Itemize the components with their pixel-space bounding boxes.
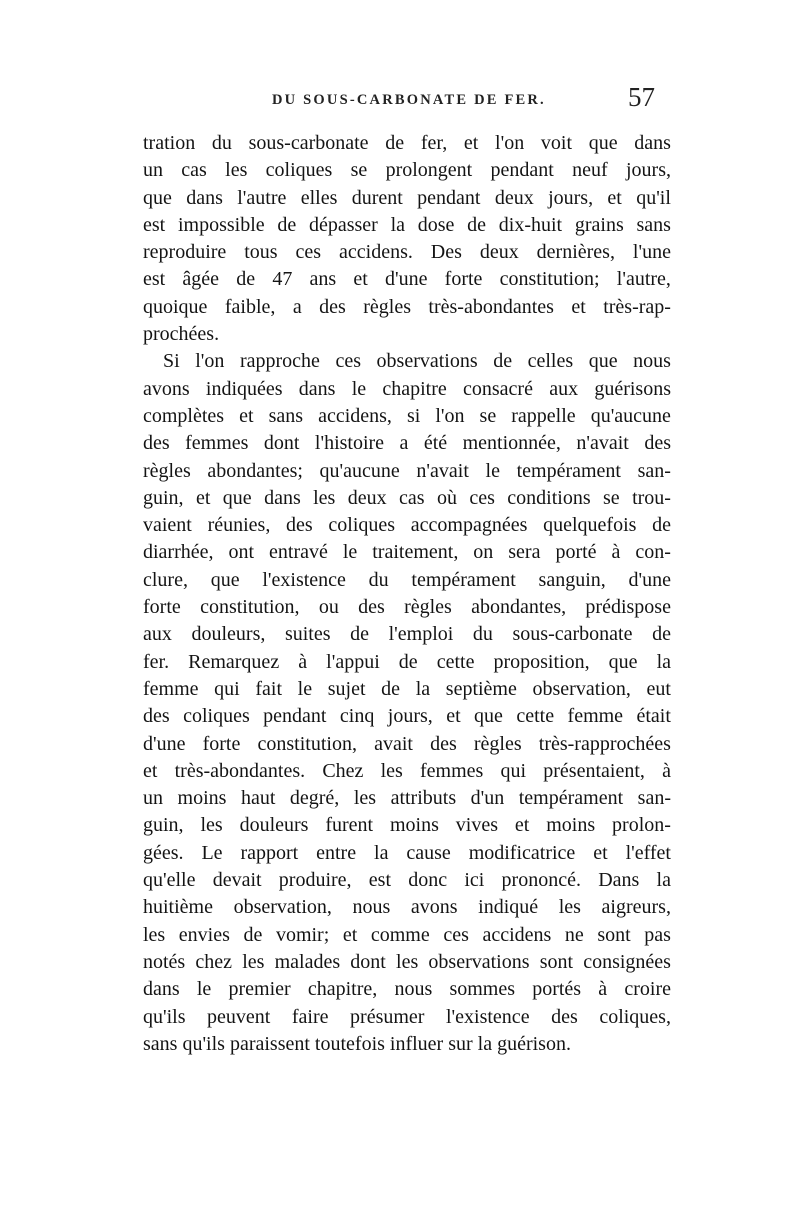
body-text <box>143 130 671 1058</box>
text-line: guin, les douleurs furent moins vives et moins prolon- <box>143 814 671 837</box>
text-line: qu'elle devait produire, est donc ici prononcé. Dans la <box>143 869 671 892</box>
text-line: est âgée de 47 ans et d'une forte constitution; l'autre, <box>143 268 671 291</box>
text-line: femme qui fait le sujet de la septième observation, eut <box>143 677 671 700</box>
text-line: diarrhée, ont entravé le traitement, on sera porté à con- <box>143 541 671 564</box>
text-line: forte constitution, ou des règles abondantes, prédispose <box>143 596 671 619</box>
text-line: gées. Le rapport entre la cause modificatrice et l'effet <box>143 841 671 864</box>
text-line: un cas les coliques se prolongent pendant neuf jours, <box>143 159 671 182</box>
running-head: DU SOUS-CARBONATE DE FER. <box>272 92 546 108</box>
text-line: quoique faible, a des règles très-abondantes et très-rap- <box>143 295 671 318</box>
text-line: règles abondantes; qu'aucune n'avait le tempérament san- <box>143 459 671 482</box>
text-line: reproduire tous ces accidens. Des deux dernières, l'une <box>143 241 671 264</box>
text-line: sans qu'ils paraissent toutefois influer sur la guérison. <box>143 1032 571 1055</box>
text-line: complètes et sans accidens, si l'on se rappelle qu'aucune <box>143 404 671 427</box>
text-line: fer. Remarquez à l'appui de cette proposition, que la <box>143 650 671 673</box>
text-line: guin, et que dans les deux cas où ces conditions se trou- <box>143 486 671 509</box>
text-line: avons indiquées dans le chapitre consacré aux guérisons <box>143 377 671 400</box>
text-line: que dans l'autre elles durent pendant deux jours, et qu'il <box>143 186 671 209</box>
text-line: tration du sous-carbonate de fer, et l'on voit que dans <box>143 132 671 154</box>
text-line: des coliques pendant cinq jours, et que cette femme était <box>143 705 671 728</box>
text-line: notés chez les malades dont les observations sont consignées <box>143 950 671 973</box>
text-line: vaient réunies, des coliques accompagnées quelquefois de <box>143 514 671 537</box>
text-line: qu'ils peuvent faire présumer l'existence des coliques, <box>143 1005 671 1028</box>
text-line: et très-abondantes. Chez les femmes qui présentaient, à <box>143 759 671 782</box>
text-line: est impossible de dépasser la dose de dix-huit grains sans <box>143 213 671 236</box>
text-line: Si l'on rapproche ces observations de celles que nous <box>163 350 671 373</box>
text-line: d'une forte constitution, avait des règles très-rapprochées <box>143 732 671 755</box>
text-line: les envies de vomir; et comme ces accidens ne sont pas <box>143 923 671 946</box>
text-line: un moins haut degré, les attributs d'un tempérament san- <box>143 787 671 810</box>
text-line: dans le premier chapitre, nous sommes portés à croire <box>143 978 671 1001</box>
page-number: 57 <box>628 82 655 112</box>
text-line: aux douleurs, suites de l'emploi du sous-carbonate de <box>143 623 671 646</box>
text-line: des femmes dont l'histoire a été mentionnée, n'avait des <box>143 432 671 455</box>
text-line: huitième observation, nous avons indiqué les aigreurs, <box>143 896 671 919</box>
text-line: clure, que l'existence du tempérament sanguin, d'une <box>143 568 671 591</box>
text-line: prochées. <box>143 323 220 346</box>
